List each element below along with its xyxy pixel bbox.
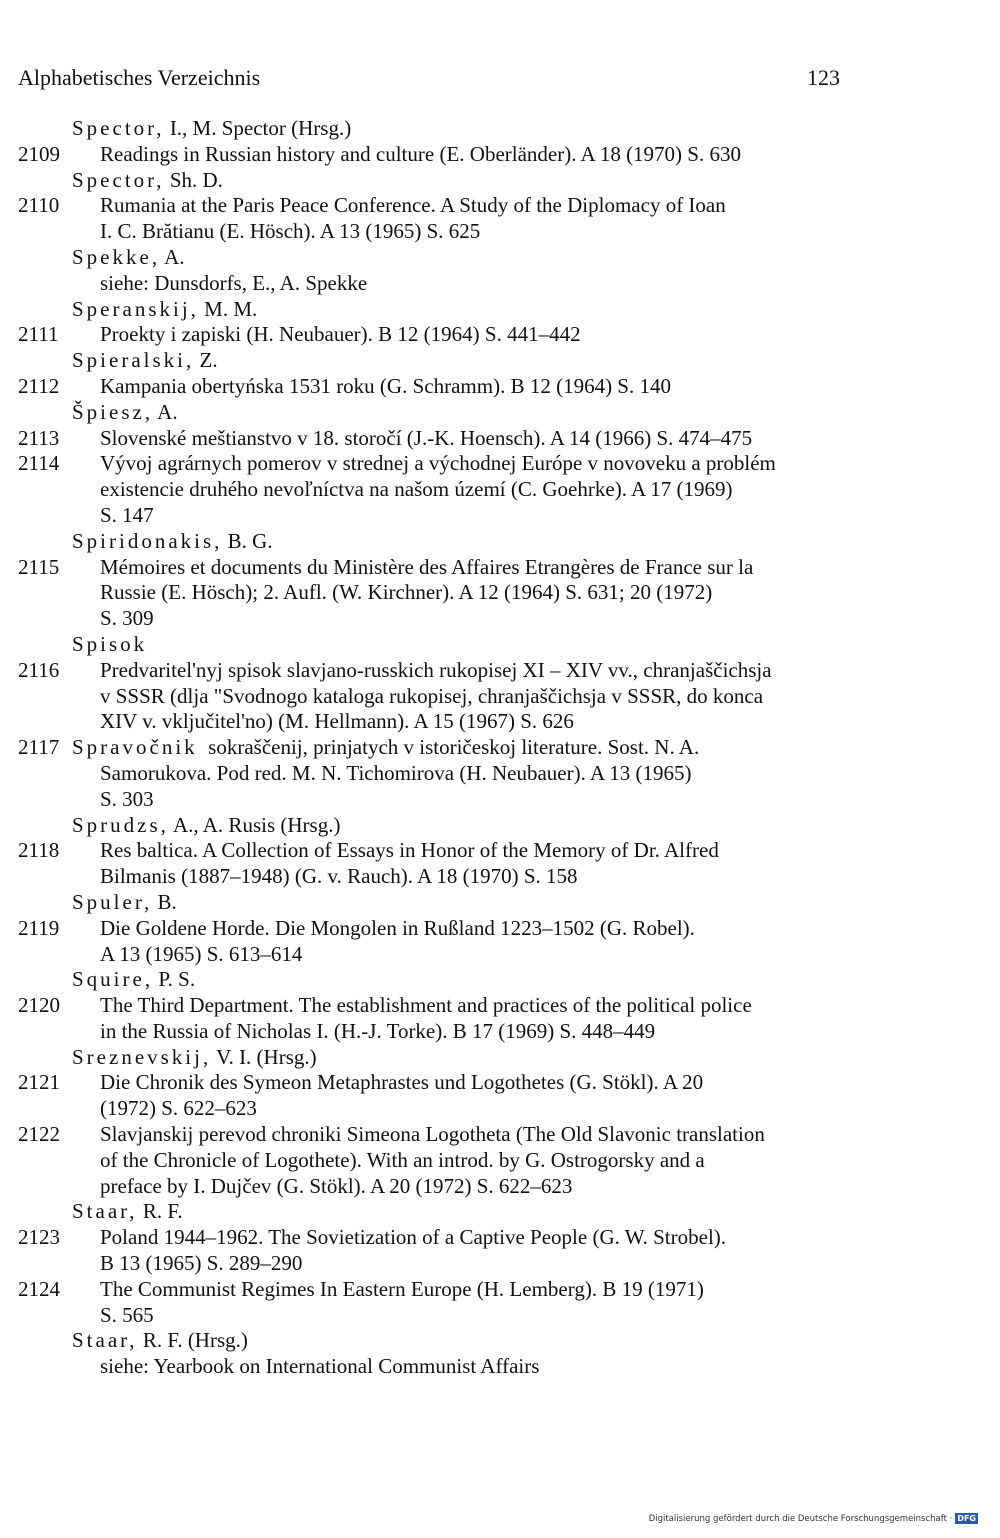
entry-text: preface by I. Dujčev (G. Stökl). A 20 (1972) S. 622–623 xyxy=(100,1173,573,1198)
author-details: P. S. xyxy=(153,967,196,992)
author-name: Sprudzs, xyxy=(72,812,169,837)
entry-number: 2113 xyxy=(18,425,60,450)
author-heading xyxy=(72,348,218,374)
author-name: Spravočnik xyxy=(72,735,198,760)
author-details: A. xyxy=(160,244,185,269)
author-line xyxy=(0,1199,1000,1225)
author-name: Spuler, xyxy=(72,889,153,914)
entry-text: S. 309 xyxy=(100,606,154,631)
entry-text: B 13 (1965) S. 289–290 xyxy=(100,1251,303,1276)
entry-line xyxy=(0,838,1000,864)
author-name: Spiridonakis, xyxy=(72,528,223,553)
running-head-title: Alphabetisches Verzeichnis xyxy=(18,65,261,90)
author-line xyxy=(0,890,1000,916)
author-name: Spisok xyxy=(72,631,148,656)
continuation-line xyxy=(0,684,1000,710)
entry-line xyxy=(0,1277,1000,1303)
author-name: Spector, xyxy=(72,167,165,192)
entry-text: Slovenské meštianstvo v 18. storočí (J.-K. Hoensch). A 14 (1966) S. 474–475 xyxy=(100,425,753,450)
entry-text: S. 565 xyxy=(100,1302,154,1327)
continuation-line xyxy=(0,1354,1000,1380)
entry-text: Die Goldene Horde. Die Mongolen in Rußland 1223–1502 (G. Robel). xyxy=(100,915,695,940)
entry-line xyxy=(0,142,1000,168)
continuation-line xyxy=(0,580,1000,606)
entry-text: Rumania at the Paris Peace Conference. A Study of the Diplomacy of Ioan xyxy=(100,193,726,218)
entry-text: The Third Department. The establishment and practices of the political police xyxy=(100,993,752,1018)
author-details: sokraščenij, prinjatych v istoričeskoj literature. Sost. N. A. xyxy=(197,735,700,760)
entry-line xyxy=(0,451,1000,477)
author-details: R. F. xyxy=(137,1199,183,1224)
author-heading xyxy=(72,1199,183,1225)
continuation-line xyxy=(0,1019,1000,1045)
entry-text: A 13 (1965) S. 613–614 xyxy=(100,941,303,966)
entry-number: 2114 xyxy=(18,451,60,476)
credit-text: Digitalisierung gefördert durch die Deutsche Forschungsgemeinschaft · xyxy=(648,1514,953,1524)
entry-text: (1972) S. 622–623 xyxy=(100,1096,257,1121)
entry-number: 2122 xyxy=(18,1122,60,1147)
author-heading xyxy=(72,813,340,839)
author-line xyxy=(0,245,1000,271)
entry-line xyxy=(0,916,1000,942)
entry-line xyxy=(0,993,1000,1019)
author-details: R. F. (Hrsg.) xyxy=(137,1328,248,1353)
author-heading xyxy=(72,1328,248,1354)
entry-text: S. 147 xyxy=(100,502,154,527)
continuation-line xyxy=(0,1148,1000,1174)
author-name: Spieralski, xyxy=(72,348,195,373)
continuation-line xyxy=(0,606,1000,632)
continuation-line xyxy=(0,503,1000,529)
author-heading xyxy=(72,400,178,426)
entry-number: 2120 xyxy=(18,993,60,1018)
entry-text: I. C. Brătianu (E. Hösch). A 13 (1965) S. 625 xyxy=(100,219,481,244)
page-number: 123 xyxy=(807,65,840,90)
author-details: M. M. xyxy=(198,296,258,321)
entry-number: 2110 xyxy=(18,193,60,218)
author-details: A., A. Rusis (Hrsg.) xyxy=(168,812,341,837)
continuation-line xyxy=(0,787,1000,813)
continuation-line xyxy=(0,219,1000,245)
entry-number: 2123 xyxy=(18,1225,60,1250)
continuation-line xyxy=(0,761,1000,787)
dfg-logo: DFG xyxy=(957,1514,976,1523)
entry-line xyxy=(0,1225,1000,1251)
author-heading xyxy=(72,890,177,916)
author-heading xyxy=(72,297,257,323)
entry-line xyxy=(0,1070,1000,1096)
continuation-line xyxy=(0,864,1000,890)
entry-text: siehe: Yearbook on International Communist Affairs xyxy=(100,1354,540,1379)
entry-line xyxy=(0,426,1000,452)
entry-number: 2115 xyxy=(18,554,60,579)
entry-text: Samorukova. Pod red. M. N. Tichomirova (H. Neubauer). A 13 (1965) xyxy=(100,760,692,785)
entry-number: 2111 xyxy=(18,322,59,347)
author-heading xyxy=(72,245,185,271)
author-details: A. xyxy=(153,399,178,424)
entry-number: 2118 xyxy=(18,838,60,863)
author-line xyxy=(0,400,1000,426)
entry-text: S. 303 xyxy=(100,786,154,811)
entry-text: The Communist Regimes In Eastern Europe (H. Lemberg). B 19 (1971) xyxy=(100,1276,704,1301)
entry-line xyxy=(0,322,1000,348)
entry-number: 2109 xyxy=(18,141,60,166)
author-line xyxy=(0,297,1000,323)
entry-text: Kampania obertyńska 1531 roku (G. Schramm). B 12 (1964) S. 140 xyxy=(100,373,671,398)
author-name: Staar, xyxy=(72,1328,138,1353)
author-details: B. xyxy=(152,889,177,914)
entry-number: 2119 xyxy=(18,915,60,940)
entry-text: existencie druhého nevoľníctva na našom území (C. Goehrke). A 17 (1969) xyxy=(100,477,733,502)
entry-number: 2112 xyxy=(18,373,60,398)
entry-text: Mémoires et documents du Ministère des Affaires Etrangères de France sur la xyxy=(100,554,754,579)
entry-text: Readings in Russian history and culture (E. Oberländer). A 18 (1970) S. 630 xyxy=(100,141,741,166)
digitization-credit xyxy=(649,1512,978,1526)
author-name: Staar, xyxy=(72,1199,138,1224)
entry-text: Die Chronik des Symeon Metaphrastes und Logothetes (G. Stökl). A 20 xyxy=(100,1070,704,1095)
entry-text: siehe: Dunsdorfs, E., A. Spekke xyxy=(100,270,368,295)
entry-line xyxy=(0,735,1000,761)
author-name: Spekke, xyxy=(72,244,161,269)
entry-text: Russie (E. Hösch); 2. Aufl. (W. Kirchner). A 12 (1964) S. 631; 20 (1972) xyxy=(100,580,713,605)
entry-text: Slavjanskij perevod chroniki Simeona Logotheta (The Old Slavonic translation xyxy=(100,1122,765,1147)
author-line xyxy=(0,1328,1000,1354)
author-heading xyxy=(72,116,351,142)
entry-number: 2121 xyxy=(18,1070,60,1095)
author-line xyxy=(0,529,1000,555)
author-name: Spector, xyxy=(72,116,165,140)
author-line xyxy=(0,116,1000,142)
author-line xyxy=(0,1045,1000,1071)
entry-text: Poland 1944–1962. The Sovietization of a Captive People (G. W. Strobel). xyxy=(100,1225,727,1250)
author-details: V. I. (Hrsg.) xyxy=(211,1044,317,1069)
author-heading xyxy=(72,632,147,658)
author-details: Z. xyxy=(194,348,218,373)
author-details: Sh. D. xyxy=(164,167,223,192)
author-heading xyxy=(72,1045,317,1071)
continuation-line xyxy=(0,1096,1000,1122)
continuation-line xyxy=(0,477,1000,503)
continuation-line xyxy=(0,942,1000,968)
running-head xyxy=(18,64,840,92)
entry-text: Res baltica. A Collection of Essays in Honor of the Memory of Dr. Alfred xyxy=(100,838,719,863)
author-line xyxy=(0,632,1000,658)
author-heading xyxy=(72,168,223,194)
entry-number: 2124 xyxy=(18,1276,60,1301)
entry-text: Proekty i zapiski (H. Neubauer). B 12 (1964) S. 441–442 xyxy=(100,322,581,347)
author-name: Špiesz, xyxy=(72,399,154,424)
author-line xyxy=(0,348,1000,374)
author-name: Squire, xyxy=(72,967,154,992)
continuation-line xyxy=(0,271,1000,297)
continuation-line xyxy=(0,1251,1000,1277)
author-heading xyxy=(72,529,273,555)
entry-text: of the Chronicle of Logothete). With an introd. by G. Ostrogorsky and a xyxy=(100,1147,705,1172)
entry-line xyxy=(0,658,1000,684)
entry-line xyxy=(0,555,1000,581)
entry-number: 2117 xyxy=(18,735,60,760)
entry-line xyxy=(0,1122,1000,1148)
entry-number: 2116 xyxy=(18,657,60,682)
author-line xyxy=(0,813,1000,839)
entry-line xyxy=(0,374,1000,400)
author-details: I., M. Spector (Hrsg.) xyxy=(164,116,352,140)
author-name: Speranskij, xyxy=(72,296,199,321)
entry-text: Bilmanis (1887–1948) (G. v. Rauch). A 18 (1970) S. 158 xyxy=(100,864,578,889)
author-details: B. G. xyxy=(222,528,273,553)
author-heading xyxy=(72,967,195,993)
continuation-line xyxy=(0,1303,1000,1329)
author-name: Sreznevskij, xyxy=(72,1044,212,1069)
entry-text: in the Russia of Nicholas I. (H.-J. Torke). B 17 (1969) S. 448–449 xyxy=(100,1018,656,1043)
entry-text: Predvaritel'nyj spisok slavjano-russkich rukopisej XI – XIV vv., chranjaščichsja xyxy=(100,657,772,682)
entry-text: XIV v. vključitel'no) (M. Hellmann). A 15 (1967) S. 626 xyxy=(100,709,574,734)
continuation-line xyxy=(0,1174,1000,1200)
entry-text: Vývoj agrárnych pomerov v strednej a východnej Európe v novoveku a problém xyxy=(100,451,776,476)
continuation-line xyxy=(0,709,1000,735)
entry-line xyxy=(0,193,1000,219)
entry-text: v SSSR (dlja "Svodnogo kataloga rukopisej, chranjaščichsja v SSSR, do konca xyxy=(100,683,764,708)
author-line xyxy=(0,168,1000,194)
index-entries xyxy=(0,116,1000,1380)
author-heading xyxy=(72,735,699,761)
author-line xyxy=(0,967,1000,993)
